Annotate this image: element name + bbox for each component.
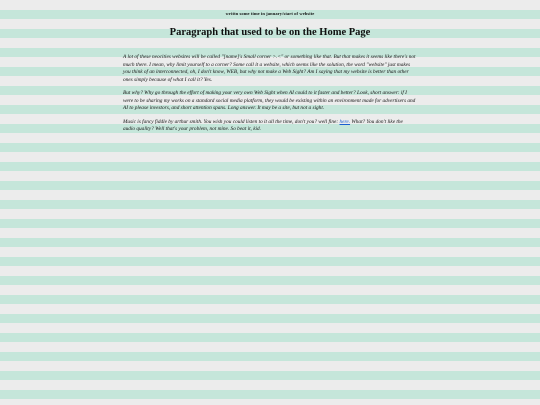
- music-link[interactable]: here.: [339, 118, 351, 125]
- music-text-after-link: What? You don't like the audio quality? Well that's your problem, not mine. So beat it, kid.: [123, 118, 403, 133]
- content-area: [123, 54, 416, 140]
- top-note: writtn some time in january/start of website: [225, 11, 315, 16]
- page-title: Paragraph that used to be on the Home Page: [169, 27, 371, 38]
- music-text-before-link: Music is fancy fiddle by arthur smith. You wish you could listen to it all the time, don't you? well fine:: [123, 118, 340, 125]
- paragraph-why: But why? Why go through the effort of making your very own Web Sight when AI could to it faster and better? Look, short answer: if I were to be sharing my works on a standard social media platform, they would be existing within an environment made for advertisers and AI to please investors, and short attention spans. Long answer. It may be a site, but not a sight.: [123, 90, 416, 112]
- paragraph-music: [123, 119, 416, 134]
- paragraph-websites: A lot of these neocities websites will be called "[name]'s Small corner >.<" or something like that. But that makes it seems like there's not much there. I mean, why limit yourself to a corner? Some call it a website, which seems like the solution, the word "website" just makes you think of an interconnected, oh, I don't know, WEB, but why not make a Web Sight? Am I saying that my website is better than other ones simply because of what I call it? Yes.: [123, 54, 416, 83]
